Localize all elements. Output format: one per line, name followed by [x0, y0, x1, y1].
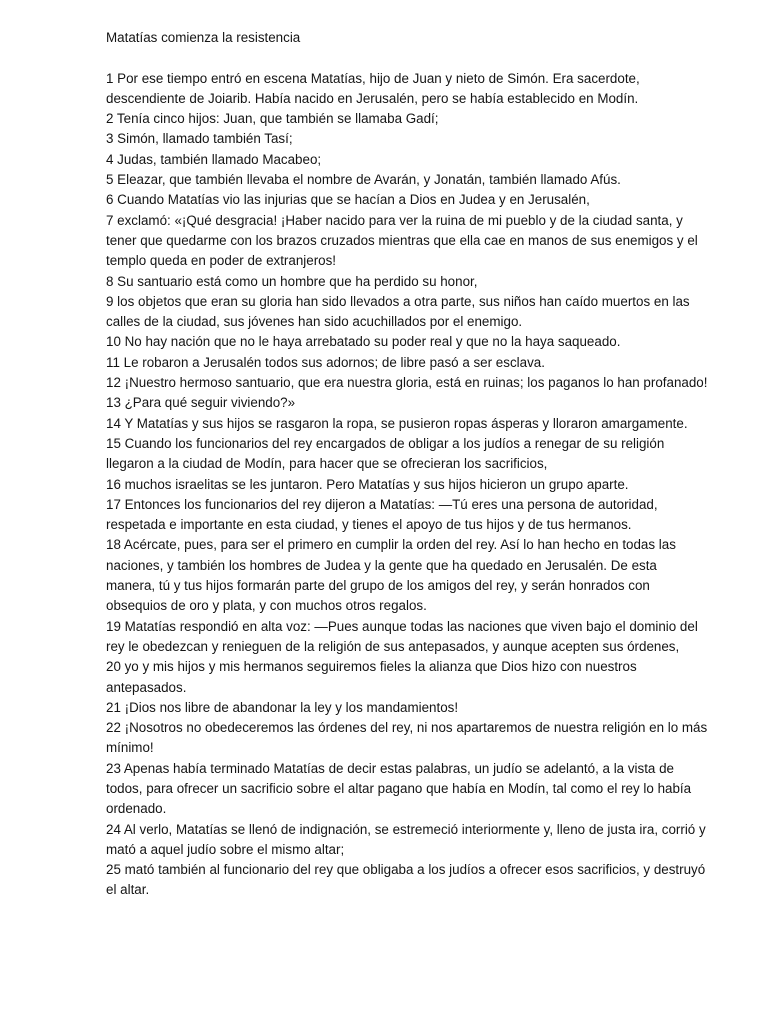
verse-20: 20 yo y mis hijos y mis hermanos seguiremos fieles la alianza que Dios hizo con nuestros antepasados.: [106, 659, 637, 695]
verse-21: 21 ¡Dios nos libre de abandonar la ley y los mandamientos!: [106, 699, 459, 715]
verse-6: 6 Cuando Matatías vio las injurias que se hacían a Dios en Judea y en Jerusalén,: [106, 192, 590, 208]
verse-23: 23 Apenas había terminado Matatías de decir estas palabras, un judío se adelantó, a la vista de todos, para ofrecer un sacrificio sobre el altar pagano que había en Modín, tal como el rey lo había ordenado.: [106, 760, 692, 817]
verse-10: 10 No hay nación que no le haya arrebatado su poder real y que no la haya saqueado.: [106, 334, 621, 350]
verse-17: 17 Entonces los funcionarios del rey dijeron a Matatías: —Tú eres una persona de autoridad, respetada e importante en esta ciudad, y tienes el apoyo de tus hijos y de tus hermanos.: [106, 496, 658, 533]
verse-3: 3 Simón, llamado también Tasí;: [106, 131, 293, 147]
verse-22: 22 ¡Nosotros no obedeceremos las órdenes del rey, ni nos apartaremos de nuestra religión en lo más mínimo!: [106, 720, 708, 756]
verse-12: 12 ¡Nuestro hermoso santuario, que era nuestra gloria, está en ruinas; los paganos lo han profanado!: [106, 375, 708, 391]
verse-1: 1 Por ese tiempo entró en escena Matatías, hijo de Juan y nieto de Simón. Era sacerdote, descendiente de Joiarib. Había nacido en Jerusalén, pero se había establecido en Modín.: [106, 70, 640, 106]
verse-14: 14 Y Matatías y sus hijos se rasgaron la ropa, se pusieron ropas ásperas y lloraron amargamente.: [106, 415, 688, 431]
verse-8: 8 Su santuario está como un hombre que ha perdido su honor,: [106, 273, 478, 289]
verse-19: 19 Matatías respondió en alta voz: —Pues aunque todas las naciones que viven bajo el dominio del rey le obedezcan y renieguen de la religión de sus antepasados, y aunque acepten sus órdenes,: [106, 618, 698, 654]
verse-2: 2 Tenía cinco hijos: Juan, que también se llamaba Gadí;: [106, 111, 439, 127]
verse-4: 4 Judas, también llamado Macabeo;: [106, 151, 322, 167]
document-title: Matatías comienza la resistencia: [106, 30, 301, 45]
verse-18: 18 Acércate, pues, para ser el primero en cumplir la orden del rey. Así lo han hecho en todas las naciones, y también los hombres de Judea y la gente que ha quedado en Jerusalén. De esta manera, tú y tus hijos formarán parte del grupo de los amigos del rey, y serán honrados con obsequios de oro y plata, y con muchos otros regalos.: [106, 537, 676, 614]
verse-24: 24 Al verlo, Matatías se llenó de indignación, se estremeció interiormente y, lleno de justa ira, corrió y mató a aquel judío sobre el mismo altar;: [106, 821, 706, 857]
verse-7: 7 exclamó: «¡Qué desgracia! ¡Haber nacido para ver la ruina de mi pueblo y de la ciudad santa, y tener que quedarme con los brazos cruzados mientras que ella cae en manos de sus enemigos y el templo queda en poder de extranjeros!: [106, 212, 698, 269]
verse-11: 11 Le robaron a Jerusalén todos sus adornos; de libre pasó a ser esclava.: [106, 354, 545, 370]
verse-5: 5 Eleazar, que también llevaba el nombre de Avarán, y Jonatán, también llamado Afús.: [106, 172, 621, 188]
verse-13: 13 ¿Para qué seguir viviendo?»: [106, 395, 296, 411]
verse-25: 25 mató también al funcionario del rey que obligaba a los judíos a ofrecer esos sacrificios, y destruyó el altar.: [106, 862, 706, 898]
verse-16: 16 muchos israelitas se les juntaron. Pero Matatías y sus hijos hicieron un grupo aparte.: [106, 476, 629, 492]
verse-9: 9 los objetos que eran su gloria han sido llevados a otra parte, sus niños han caído muertos en las calles de la ciudad, sus jóvenes han sido acuchillados por el enemigo.: [106, 293, 690, 330]
verse-15: 15 Cuando los funcionarios del rey encargados de obligar a los judíos a renegar de su religión llegaron a la ciudad de Modín, para hacer que se ofrecieran los sacrificios,: [106, 435, 665, 472]
verse-list: [106, 69, 708, 901]
